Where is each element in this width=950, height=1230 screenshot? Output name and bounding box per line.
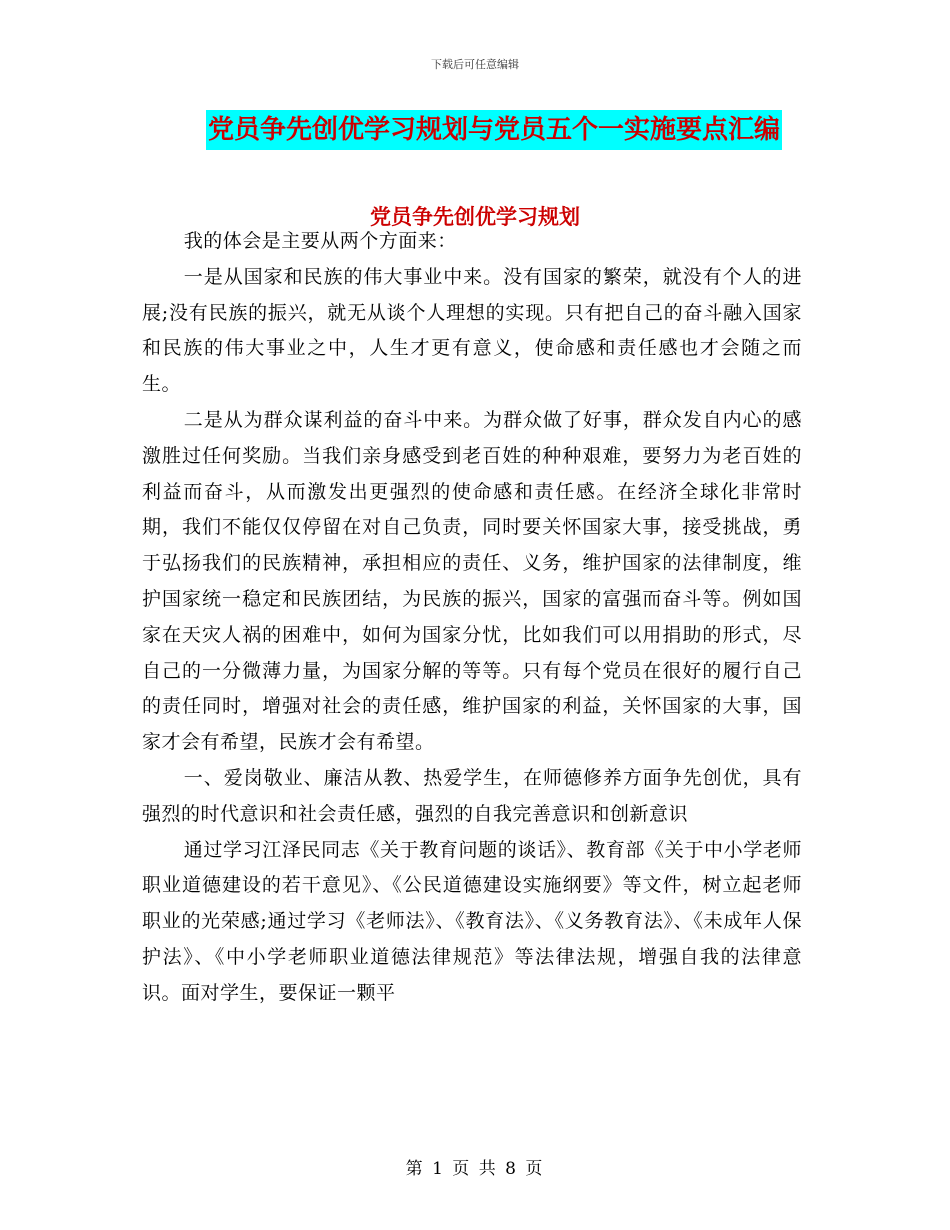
section-title: 党员争先创优学习规划 [370,205,580,229]
paragraph: 一是从国家和民族的伟大事业中来。没有国家的繁荣，就没有个人的进展;没有民族的振兴，就无从谈个人理想的实现。只有把自己的奋斗融入国家和民族的伟大事业之中，人生才更有意义，使命感和责任感也才会随之而生。 [142,265,802,396]
paragraph: 通过学习江泽民同志《关于教育问题的谈话》、教育部《关于中小学老师职业道德建设的若干意见》、《公民道德建设实施纲要》等文件，树立起老师职业的光荣感;通过学习《老师法》、《教育法》、《义务教育法》、《未成年人保护法》、《中小学老师职业道德法律规范》等法律法规，增强自我的法律意识。面对学生，要保证一颗平 [142,838,802,1004]
document-body [142,224,802,1012]
paragraph: 一、爱岗敬业、廉洁从教、热爱学生，在师德修养方面争先创优，具有强烈的时代意识和社会责任感，强烈的自我完善意识和创新意识 [142,766,802,825]
document-title: 党员争先创优学习规划与党员五个一实施要点汇编 [206,110,782,150]
header-note: 下载后可任意编辑 [431,58,519,71]
paragraph: 二是从为群众谋利益的奋斗中来。为群众做了好事，群众发自内心的感激胜过任何奖励。当我们亲身感受到老百姓的种种艰难，要努力为老百姓的利益而奋斗，从而激发出更强烈的使命感和责任感。在经济全球化非常时期，我们不能仅仅停留在对自己负责，同时要关怀国家大事，接受挑战，勇于弘扬我们的民族精神，承担相应的责任、义务，维护国家的法律制度，维护国家统一稳定和民族团结，为民族的振兴，国家的富强而奋斗等。例如国家在天灾人祸的困难中，如何为国家分忧，比如我们可以用捐助的形式，尽自己的一分微薄力量，为国家分解的等等。只有每个党员在很好的履行自己的责任同时，增强对社会的责任感，维护国家的利益，关怀国家的大事，国家才会有希望，民族才会有希望。 [142,408,802,754]
paragraph: 我的体会是主要从两个方面来： [183,230,457,252]
page-number-footer: 第 1 页 共 8 页 [405,1159,545,1179]
